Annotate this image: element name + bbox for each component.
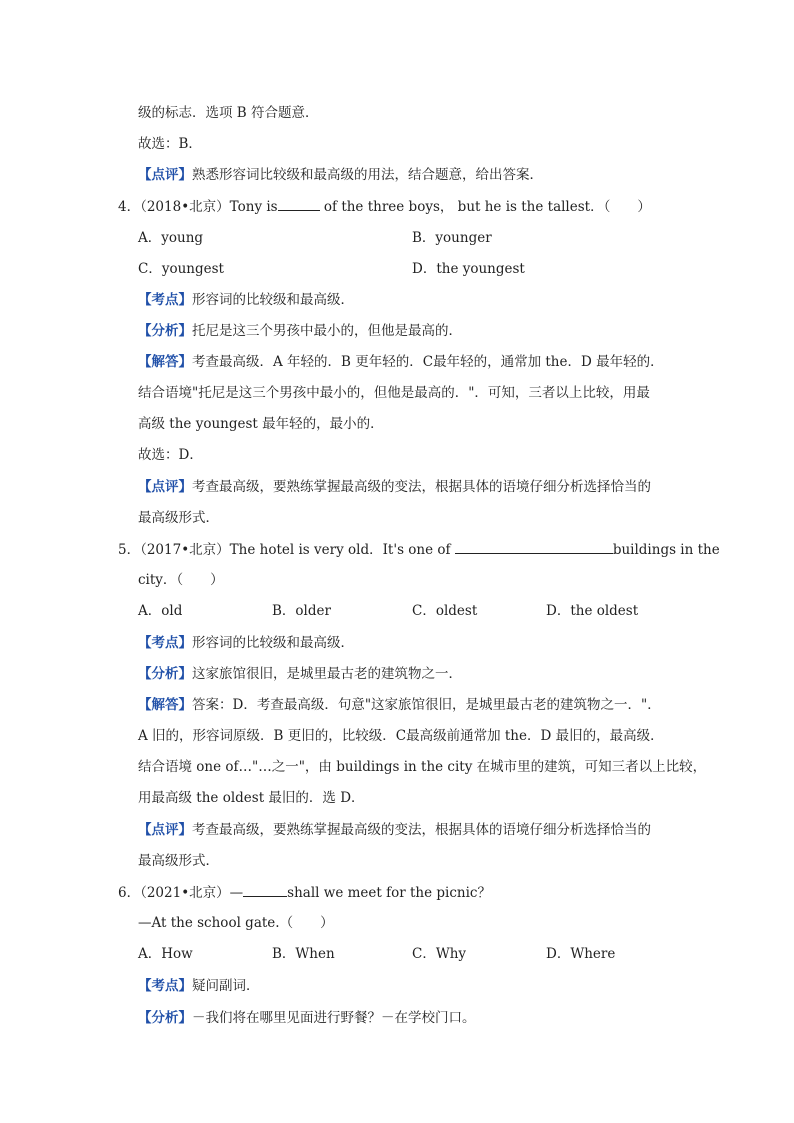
question-5-jieda-line-2: A 旧的，形容词原级．B 更旧的，比较级．C最高级前通常加 the．D 最旧的，最高级． (138, 728, 664, 744)
kaodian-tag: 【考点】 (138, 292, 192, 308)
question-6-blank (243, 882, 287, 897)
question-4-option-d: D．the youngest (412, 261, 525, 277)
question-4-fenxi-text: 托尼是这三个男孩中最小的，但他是最高的． (192, 323, 462, 339)
question-4-blank (278, 196, 320, 211)
question-4-option-a: A．young (138, 230, 204, 246)
question-6-kaodian (138, 976, 260, 996)
question-5-stem-a: （2017•北京）The hotel is very old．It's one of (140, 542, 455, 558)
question-5-jieda (138, 695, 661, 715)
fenxi-tag: 【分析】 (138, 1010, 192, 1026)
question-5-fenxi (138, 664, 462, 684)
question-5-option-d: D．the oldest (546, 603, 639, 619)
question-5-stem-line-2: city．（ ） (138, 572, 224, 588)
question-4-fenxi (138, 321, 462, 341)
question-5-stem-b: buildings in the (612, 542, 720, 558)
question-5-kaodian-text: 形容词的比较级和最高级． (192, 635, 354, 651)
question-5-stem (118, 539, 720, 560)
question-5-number: 5． (118, 542, 141, 558)
question-6-option-c: C．Why (412, 946, 467, 962)
question-5-dianping-text: 考查最高级，要熟练掌握最高级的变法，根据具体的语境仔细分析选择恰当的 (192, 822, 651, 838)
question-5-dianping-line-2: 最高级形式． (138, 853, 219, 869)
question-5-jieda-line-3: 结合语境 one of…"…之一"，由 buildings in the city 在城市里的建筑，可知三者以上比较， (138, 759, 707, 775)
question-4-kaodian-text: 形容词的比较级和最高级． (192, 292, 354, 308)
q3-answer: 故选：B． (138, 136, 202, 152)
question-5-option-a: A．old (138, 603, 183, 619)
question-6-option-b: B．When (272, 946, 335, 962)
question-6-stem (118, 882, 491, 903)
question-6-stem-a: （2021•北京）— (140, 885, 244, 901)
question-6-option-a: A．How (138, 946, 193, 962)
question-4-stem (118, 196, 651, 217)
q3-comment (138, 165, 543, 185)
question-6-number: 6． (118, 885, 141, 901)
question-4-jieda-line-3: 高级 the youngest 最年轻的，最小的． (138, 416, 384, 432)
question-5-blank (455, 539, 613, 554)
question-6-stem-b: shall we meet for the picnic？ (287, 885, 491, 901)
question-5-jieda-line-4: 用最高级 the oldest 最旧的．选 D． (138, 790, 365, 806)
question-6-fenxi-text: －我们将在哪里见面进行野餐？－在学校门口。 (192, 1010, 476, 1026)
question-4-number: 4． (118, 199, 141, 215)
question-4-option-b: B．younger (412, 230, 492, 246)
question-5-option-b: B．older (272, 603, 331, 619)
kaodian-tag: 【考点】 (138, 635, 192, 651)
fenxi-tag: 【分析】 (138, 323, 192, 339)
question-4-jieda (138, 352, 664, 372)
kaodian-tag: 【考点】 (138, 978, 192, 994)
question-6-reply: —At the school gate.（ ） (138, 915, 334, 931)
question-4-jieda-text-1: 考查最高级．A 年轻的．B 更年轻的．C最年轻的，通常加 the．D 最年轻的． (192, 354, 664, 370)
question-4-jieda-line-2: 结合语境"托尼是这三个男孩中最小的，但他是最高的．"．可知，三者以上比较，用最 (138, 385, 650, 401)
question-5-dianping (138, 820, 651, 840)
question-4-stem-b: of the three boys， but he is the tallest．（ ） (319, 199, 651, 215)
question-6-option-d: D．Where (546, 946, 616, 962)
question-6-kaodian-text: 疑问副词． (192, 978, 260, 994)
question-6-fenxi (138, 1008, 476, 1028)
fenxi-tag: 【分析】 (138, 666, 192, 682)
question-4-answer: 故选：D． (138, 447, 203, 463)
question-4-option-c: C．youngest (138, 261, 224, 277)
jieda-tag: 【解答】 (138, 697, 192, 713)
question-4-kaodian (138, 290, 354, 310)
dianping-tag: 【点评】 (138, 479, 192, 495)
comment-tag: 【点评】 (138, 167, 192, 183)
jieda-tag: 【解答】 (138, 354, 192, 370)
question-4-dianping (138, 477, 651, 497)
question-5-jieda-text-1: 答案：D．考查最高级．句意"这家旅馆很旧，是城里最古老的建筑物之一．"． (192, 697, 661, 713)
question-5-fenxi-text: 这家旅馆很旧，是城里最古老的建筑物之一． (192, 666, 462, 682)
q3-comment-text: 熟悉形容词比较级和最高级的用法，结合题意，给出答案． (192, 167, 543, 183)
question-5-kaodian (138, 633, 354, 653)
dianping-tag: 【点评】 (138, 822, 192, 838)
q3-explanation-tail: 级的标志．选项 B 符合题意． (138, 105, 319, 121)
question-4-dianping-text: 考查最高级，要熟练掌握最高级的变法，根据具体的语境仔细分析选择恰当的 (192, 479, 651, 495)
question-4-dianping-line-2: 最高级形式． (138, 510, 219, 526)
question-4-stem-a: （2018•北京）Tony is (140, 199, 278, 215)
question-5-option-c: C．oldest (412, 603, 478, 619)
